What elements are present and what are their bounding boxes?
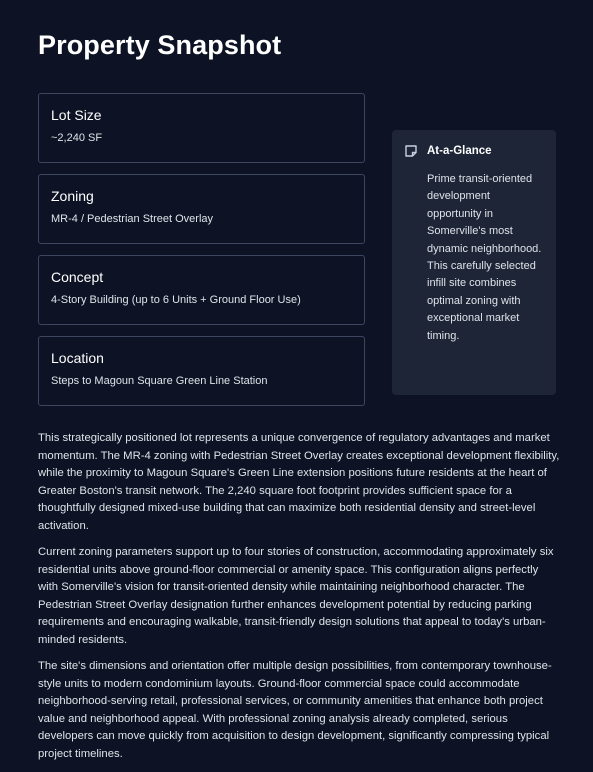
card-lot-size	[38, 93, 365, 163]
page-title: Property Snapshot	[38, 30, 282, 60]
card-value: Steps to Magoun Square Green Line Station	[51, 375, 268, 387]
card-value: ~2,240 SF	[51, 132, 103, 144]
glance-body: Prime transit-oriented development opportunity in Somerville's most dynamic neighborhood. This carefully selected infill site combines optimal zoning with exceptional market timing.	[427, 173, 542, 342]
at-a-glance-panel	[392, 130, 556, 395]
card-label: Concept	[51, 269, 104, 285]
card-label: Lot Size	[51, 107, 102, 123]
description-paragraph: This strategically positioned lot represents a unique convergence of regulatory advantages and market momentum. The MR-4 zoning with Pedestrian Street Overlay creates exceptional development flexibility, while the proximity to Magoun Square's Green Line extension positions future residents at the heart of Greater Boston's transit network. The 2,240 square foot footprint provides sufficient space for a thoughtfully designed mixed-use building that can maximize both residential density and street-level activation.	[38, 432, 560, 532]
description-paragraph: The site's dimensions and orientation offer multiple design possibilities, from contemporary townhouse-style units to modern condominium layouts. Ground-floor commercial space could accommodate neighborhood-serving retail, professional services, or community amenities that enhance both project value and neighborhood appeal. With professional zoning analysis already completed, serious developers can move quickly from acquisition to design development, significantly compressing typical project timelines.	[38, 660, 552, 760]
card-zoning	[38, 174, 365, 244]
glance-header	[404, 144, 544, 158]
property-cards	[38, 93, 365, 417]
card-concept	[38, 255, 365, 325]
glance-title: At-a-Glance	[427, 145, 492, 157]
note-icon	[404, 144, 418, 158]
card-label: Location	[51, 350, 104, 366]
card-value: MR-4 / Pedestrian Street Overlay	[51, 213, 214, 225]
description	[38, 430, 560, 772]
card-location	[38, 336, 365, 406]
card-value: 4-Story Building (up to 6 Units + Ground Floor Use)	[51, 294, 301, 306]
description-paragraph: Current zoning parameters support up to four stories of construction, accommodating approximately six residential units above ground-floor commercial or amenity space. This configuration aligns perfectly with Somerville's vision for transit-oriented density while maintaining neighborhood character. The Pedestrian Street Overlay designation further enhances development potential by reducing parking requirements and encouraging walkable, transit-friendly design solutions that appeal to today's urban-minded residents.	[38, 546, 554, 646]
card-label: Zoning	[51, 188, 94, 204]
